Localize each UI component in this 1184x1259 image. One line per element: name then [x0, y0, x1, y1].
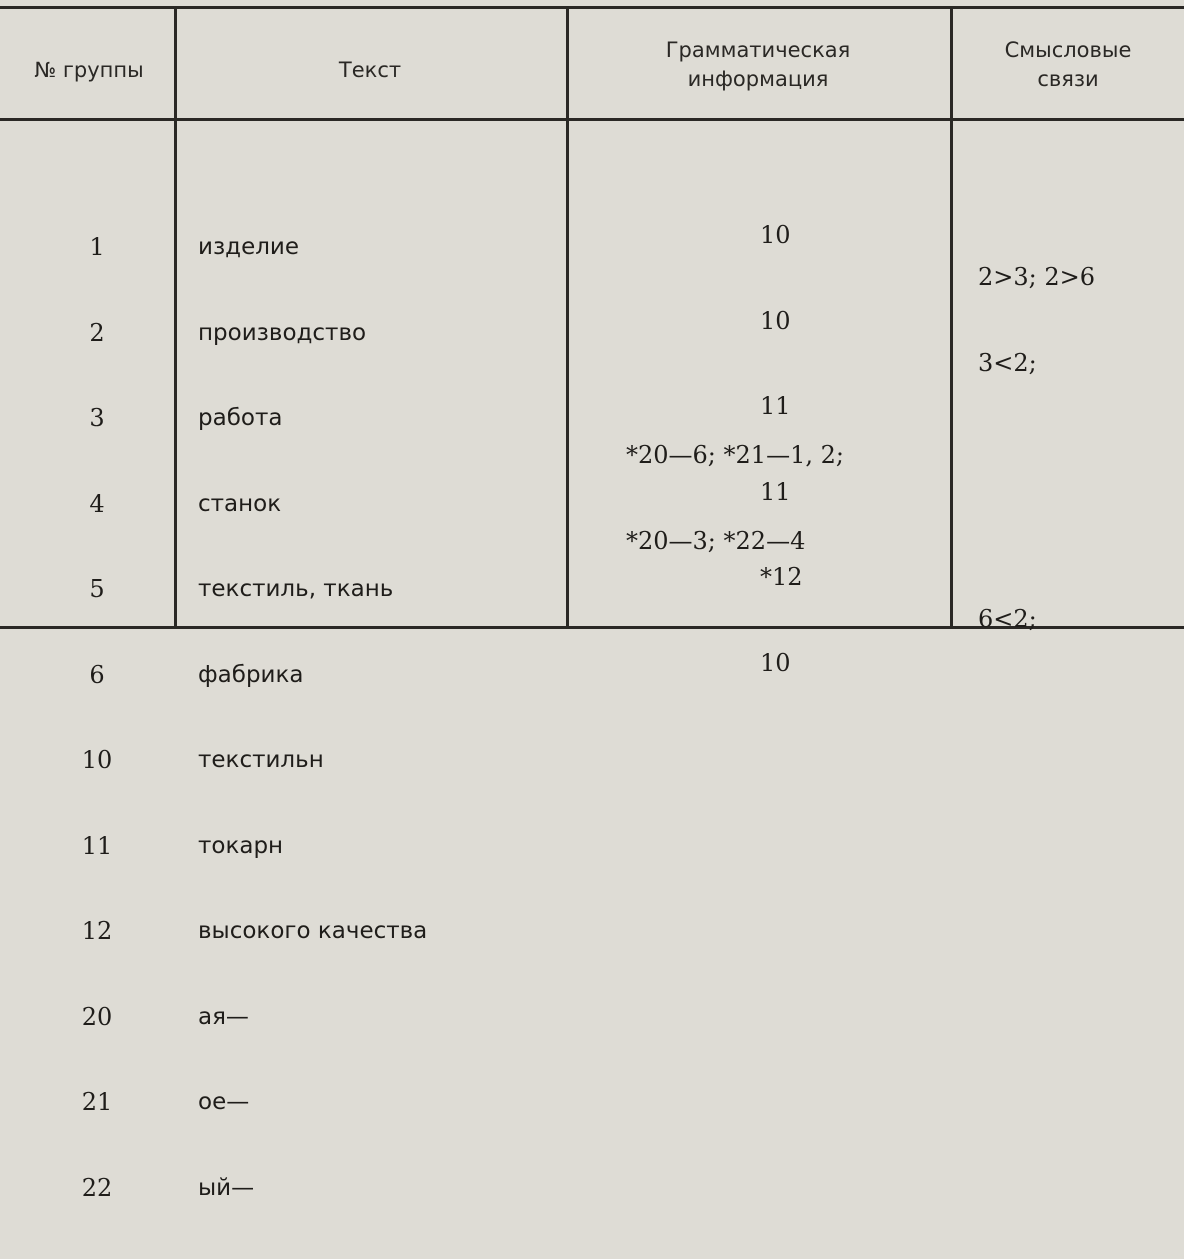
group-number: 4 — [89, 489, 105, 518]
text-cell: текстиль, ткань — [198, 576, 394, 602]
text-cell: производство — [198, 319, 367, 346]
group-number: 6 — [89, 660, 105, 689]
header-grammar-info — [568, 36, 948, 94]
header-semantic-links — [952, 36, 1184, 94]
header-grammar-line-2: информация — [687, 67, 829, 91]
group-number: 5 — [89, 575, 105, 603]
group-number: 20 — [81, 1002, 113, 1031]
grammar-ending: *20—3; *22—4 — [626, 526, 806, 555]
grammar-code: 10 — [760, 648, 791, 677]
header-grammar-line-1: Грамматическая — [665, 38, 851, 62]
text-cell: текстильн — [198, 747, 324, 773]
header-links-line-2: связи — [1037, 67, 1099, 91]
text-cell: ая— — [198, 1003, 249, 1030]
table-top-rule — [0, 6, 1184, 9]
group-number: 1 — [89, 233, 105, 261]
text-column — [198, 176, 427, 1259]
grammar-code: *12 — [760, 563, 803, 591]
text-cell: ое— — [198, 1089, 250, 1115]
group-number: 2 — [89, 318, 105, 347]
grammar-code: 10 — [760, 221, 791, 249]
text-cell: фабрика — [198, 661, 304, 688]
grammar-code: 11 — [760, 392, 791, 420]
group-number: 10 — [81, 746, 113, 774]
semantic-link: 6<2; — [978, 605, 1037, 633]
semantic-link: 3<2; — [978, 348, 1037, 377]
semantic-link — [978, 434, 1095, 463]
semantic-links-column — [978, 206, 1095, 691]
text-cell: высокого качества — [198, 918, 428, 944]
group-number: 21 — [81, 1088, 113, 1116]
grammar-ending: *20—6; *21—1, 2; — [626, 441, 844, 469]
text-cell: ый— — [198, 1174, 255, 1201]
grammar-ending-column — [626, 384, 844, 612]
group-number: 12 — [81, 917, 113, 945]
column-divider-1 — [174, 8, 177, 628]
group-number-column — [62, 176, 132, 1259]
grammar-code: 10 — [760, 306, 791, 335]
grammar-code: 11 — [760, 477, 791, 506]
header-links-line-1: Смысловые — [1004, 38, 1132, 62]
group-number: 3 — [89, 404, 105, 432]
semantic-link — [978, 520, 1095, 549]
header-group-number: № группы — [34, 58, 144, 82]
group-number: 22 — [81, 1173, 113, 1202]
text-cell: работа — [198, 405, 283, 431]
column-divider-3 — [950, 8, 953, 628]
text-cell: токарн — [198, 832, 284, 859]
column-divider-2 — [566, 8, 569, 628]
text-cell: станок — [198, 490, 282, 517]
header-text: Текст — [338, 58, 402, 82]
semantic-link: 2>3; 2>6 — [978, 263, 1096, 291]
group-number: 11 — [81, 831, 113, 860]
text-cell: изделие — [198, 234, 300, 260]
header-bottom-rule — [0, 118, 1184, 121]
